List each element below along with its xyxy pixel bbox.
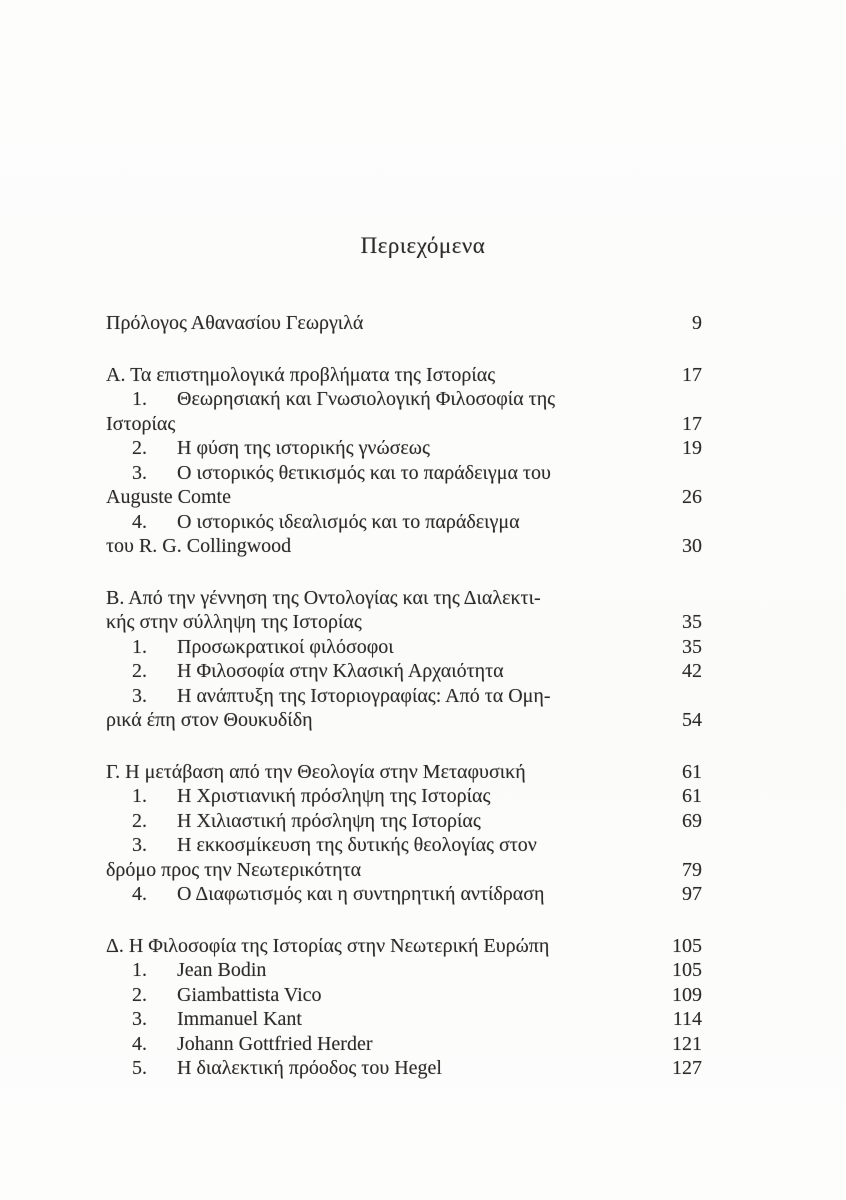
entry-number: 4. <box>132 510 147 533</box>
entry-text: Α. Τα επιστημολογικά προβλήματα της Ιστορίας <box>106 363 496 386</box>
entry-text: 3. Ο ιστορικός θετικισμός και το παράδειγμα του <box>132 461 551 484</box>
entry-text: 1. Προσωκρατικοί φιλόσοφοι <box>132 635 394 658</box>
entry-text: Γ. Η μετάβαση από την Θεολογία στην Μεταφυσική <box>106 760 526 783</box>
toc-line <box>106 461 702 486</box>
page-number: 121 <box>672 1032 702 1055</box>
entry-text: του R. G. Collingwood <box>106 535 292 557</box>
toc-line <box>106 659 702 684</box>
entry-number: 2. <box>132 809 147 832</box>
entry-text: ρικά έπη στον Θουκυδίδη <box>106 709 313 731</box>
page-number: 26 <box>682 486 702 508</box>
entry-text: Πρόλογος Αθανασίου Γεωργιλά <box>106 312 364 334</box>
entry-number: 1. <box>132 959 147 981</box>
page-title: Περιεχόμενα <box>360 233 486 258</box>
toc-line <box>106 311 702 336</box>
entry-text: 4. Ο Διαφωτισμός και η συντηρητική αντίδραση <box>132 883 545 905</box>
toc-line <box>106 784 702 809</box>
entry-text: Ιστορίας <box>106 412 176 435</box>
entry-number: 1. <box>132 635 147 658</box>
toc-line <box>106 586 702 611</box>
toc-line <box>106 485 702 510</box>
entry-number: 3. <box>132 1008 147 1030</box>
entry-number: 4. <box>132 883 147 905</box>
toc-list <box>106 311 702 1081</box>
entry-text: 2. Η Φιλοσοφία στην Κλασική Αρχαιότητα <box>132 660 504 682</box>
toc-content <box>106 231 702 1081</box>
entry-number: 3. <box>132 834 147 856</box>
toc-line <box>106 510 702 535</box>
page-number: 17 <box>682 412 702 435</box>
page-number: 105 <box>672 959 702 981</box>
toc-line <box>106 882 702 907</box>
entry-text: 4. Johann Gottfried Herder <box>132 1032 373 1055</box>
entry-number: 2. <box>132 660 147 682</box>
page-number: 79 <box>682 858 702 881</box>
toc-line <box>106 858 702 883</box>
entry-text: κής στην σύλληψη της Ιστορίας <box>106 611 362 633</box>
toc-line <box>106 833 702 858</box>
page-number: 17 <box>682 363 702 386</box>
toc-line <box>106 1056 702 1081</box>
entry-number: 1. <box>132 785 147 807</box>
page-number: 30 <box>682 535 702 557</box>
toc-line <box>106 534 702 559</box>
entry-text: Δ. Η Φιλοσοφία της Ιστορίας στην Νεωτερική Ευρώπη <box>106 934 550 957</box>
entry-number: 3. <box>132 684 147 707</box>
toc-line <box>106 684 702 709</box>
entry-text: 3. Η ανάπτυξη της Ιστοριογραφίας: Από τα Ομη- <box>132 684 551 707</box>
page-number: 114 <box>672 1008 702 1030</box>
toc-line <box>106 635 702 660</box>
toc-line <box>106 809 702 834</box>
entry-text: 2. Η Χιλιαστική πρόσληψη της Ιστορίας <box>132 809 481 832</box>
toc-line <box>106 412 702 437</box>
page-number: 105 <box>672 934 702 957</box>
entry-number: 5. <box>132 1057 147 1079</box>
toc-line <box>106 958 702 983</box>
page-number: 61 <box>682 785 702 807</box>
entry-text: 4. Ο ιστορικός ιδεαλισμός και το παράδειγμα <box>132 510 520 533</box>
toc-line <box>106 610 702 635</box>
page-number: 42 <box>682 660 702 682</box>
page-number: 109 <box>672 983 702 1006</box>
entry-text: Β. Από την γέννηση της Οντολογίας και της Διαλεκτι- <box>106 586 541 609</box>
entry-number: 3. <box>132 461 147 484</box>
entry-number: 1. <box>132 388 147 410</box>
entry-text: 1. Θεωρησιακή και Γνωσιολογική Φιλοσοφία της <box>132 388 556 410</box>
entry-number: 4. <box>132 1032 147 1055</box>
entry-text: 3. Immanuel Kant <box>132 1008 302 1030</box>
entry-text: 1. Η Χριστιανική πρόσληψη της Ιστορίας <box>132 785 491 807</box>
toc-line <box>106 983 702 1008</box>
toc-line <box>106 436 702 461</box>
toc-line <box>106 934 702 959</box>
entry-text: 5. Η διαλεκτική πρόοδος του Hegel <box>132 1057 442 1079</box>
entry-text: 2. Giambattista Vico <box>132 983 322 1006</box>
entry-text: 3. Η εκκοσμίκευση της δυτικής θεολογίας στον <box>132 834 537 856</box>
entry-text: 2. Η φύση της ιστορικής γνώσεως <box>132 437 430 459</box>
page-number: 127 <box>672 1057 702 1079</box>
page-number: 61 <box>682 760 702 783</box>
entry-number: 2. <box>132 437 147 459</box>
toc-line <box>106 1032 702 1057</box>
toc-line <box>106 760 702 785</box>
page-number: 35 <box>682 635 702 658</box>
page-number: 97 <box>682 883 702 905</box>
page-number: 69 <box>682 809 702 832</box>
entry-number: 2. <box>132 983 147 1006</box>
page-number: 9 <box>692 312 702 334</box>
entry-text: 1. Jean Bodin <box>132 959 267 981</box>
page-number: 19 <box>682 437 702 459</box>
entry-text: Auguste Comte <box>106 486 231 508</box>
page-number: 54 <box>682 709 702 731</box>
toc-line <box>106 387 702 412</box>
page-number: 35 <box>682 611 702 633</box>
entry-text: δρόμο προς την Νεωτερικότητα <box>106 858 362 881</box>
toc-line <box>106 708 702 733</box>
toc-line <box>106 363 702 388</box>
toc-line <box>106 1007 702 1032</box>
